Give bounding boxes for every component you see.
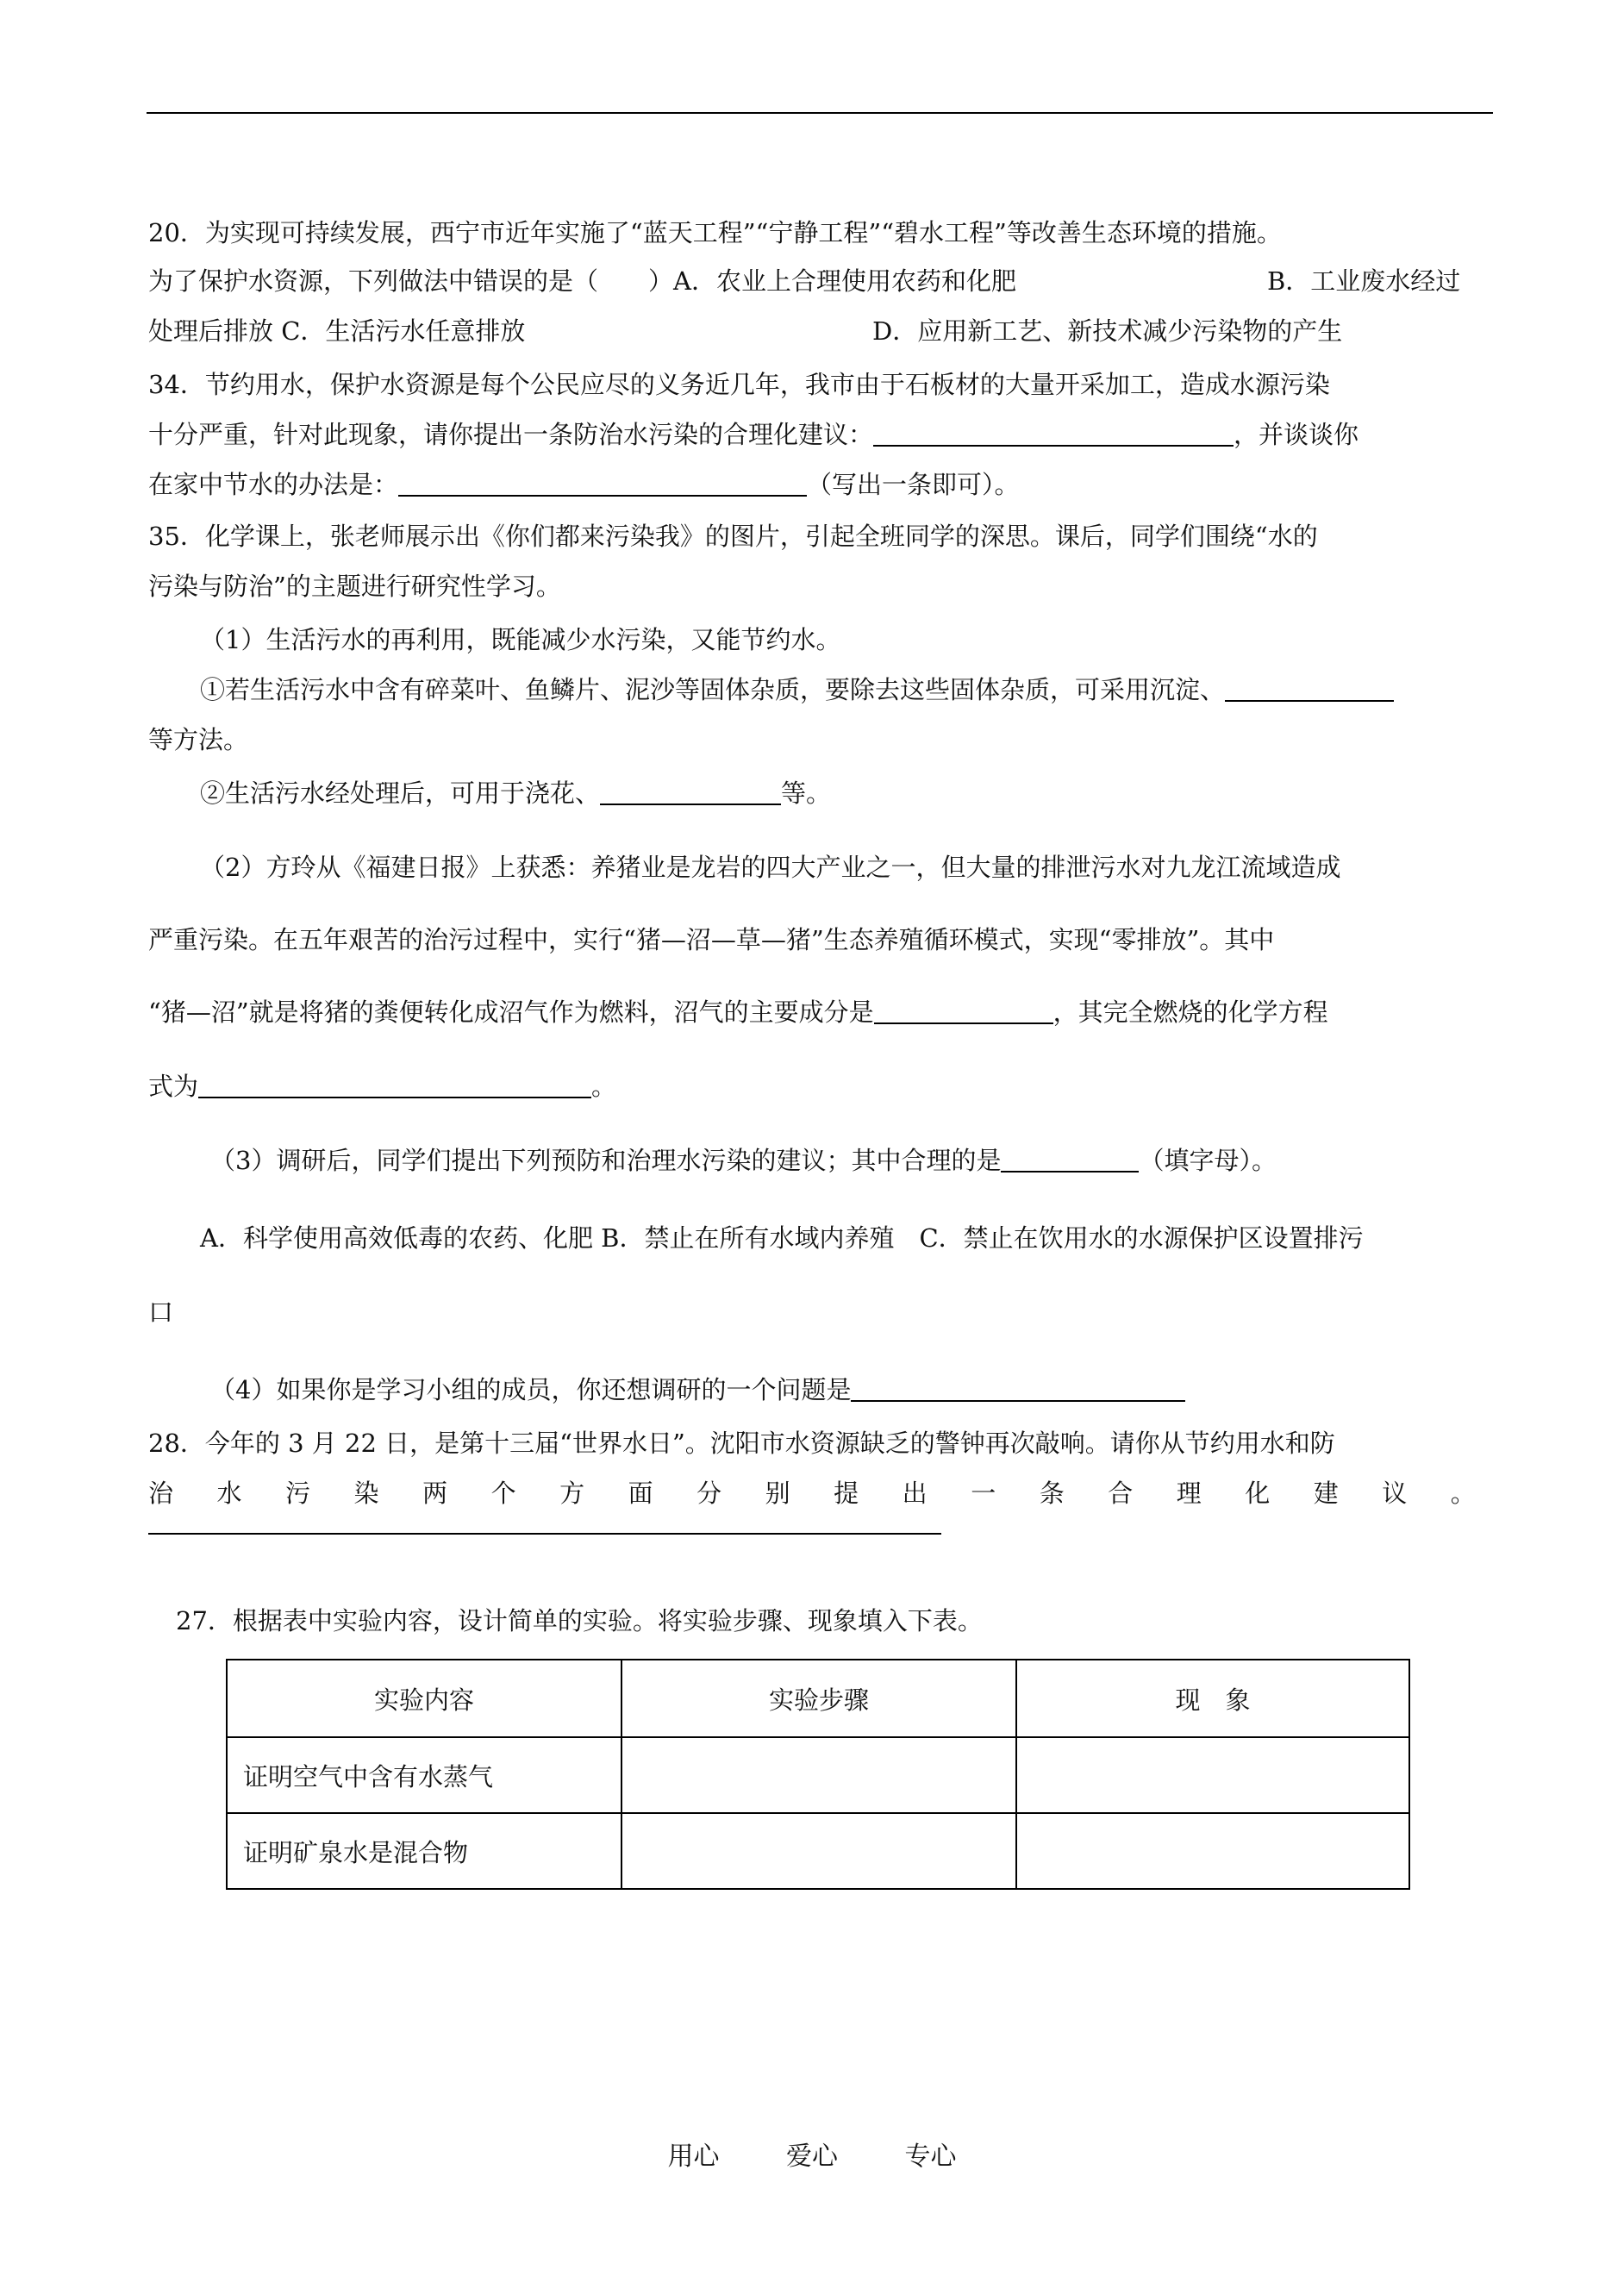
experiment-table — [226, 1659, 1410, 1890]
table-cell-content: 证明矿泉水是混合物 — [227, 1813, 621, 1889]
table-header-phenomenon: 现 象 — [1016, 1660, 1409, 1737]
page-footer — [0, 2135, 1624, 2173]
answer-blank[interactable] — [148, 1533, 941, 1535]
header-rule — [147, 112, 1493, 114]
answer-blank[interactable] — [873, 419, 1234, 447]
q35-part-1a-cont: 等方法。 — [148, 725, 249, 754]
table-row — [227, 1813, 1409, 1889]
q28-char: 。 — [1450, 1479, 1476, 1508]
q35-part-3-options-cont: 口 — [148, 1298, 174, 1327]
q34-line-2-text: 十分严重，针对此现象，请你提出一条防治水污染的合理化建议： — [148, 420, 874, 449]
table-row — [227, 1737, 1409, 1813]
q35-part-1b — [200, 776, 831, 810]
footer-text: 爱心 — [786, 2142, 838, 2172]
q28-char: 治 — [148, 1479, 174, 1508]
q28-char: 分 — [696, 1479, 722, 1508]
q35-line-2: 污染与防治”的主题进行研究性学习。 — [148, 572, 561, 601]
q34-line-2 — [148, 417, 1359, 452]
answer-blank[interactable] — [600, 778, 781, 805]
q35-part-1b-tail: 等。 — [781, 779, 832, 808]
q20-line-3: 处理后排放 C．生活污水任意排放 — [148, 316, 526, 346]
answer-blank[interactable] — [198, 1071, 591, 1098]
table-cell-phenomenon[interactable] — [1016, 1813, 1409, 1889]
q35-part-1b-text: ②生活污水经处理后，可用于浇花、 — [200, 779, 601, 808]
q35-part-2-line-3-tail: ，其完全燃烧的化学方程 — [1052, 997, 1328, 1027]
answer-blank[interactable] — [398, 469, 807, 497]
q28-char: 提 — [834, 1479, 859, 1508]
q28-char: 面 — [628, 1479, 653, 1508]
table-cell-content: 证明空气中含有水蒸气 — [227, 1737, 621, 1813]
q28-char: 染 — [353, 1479, 379, 1508]
q34-line-2-tail: ，并谈谈你 — [1234, 420, 1359, 449]
q34-line-3 — [148, 467, 1020, 502]
q27-intro: 27．根据表中实验内容，设计简单的实验。将实验步骤、现象填入下表。 — [176, 1606, 983, 1635]
q35-part-2-line-4-tail: 。 — [591, 1072, 617, 1101]
q20-line-2: 为了保护水资源，下列做法中错误的是（ ）A．农业上合理使用农药和化肥 — [148, 266, 1016, 296]
q28-line-1: 28．今年的 3 月 22 日，是第十三届“世界水日”。沈阳市水资源缺乏的警钟再次敲响。请你从节约用水和防 — [148, 1429, 1335, 1458]
q35-part-3-options: A．科学使用高效低毒的农药、化肥 B．禁止在所有水域内养殖 C．禁止在饮用水的水源保护区设置排污 — [200, 1223, 1364, 1253]
table-cell-phenomenon[interactable] — [1016, 1737, 1409, 1813]
q28-char: 别 — [765, 1479, 790, 1508]
q35-part-2-line-1: （2）方玲从《福建日报》上获悉：养猪业是龙岩的四大产业之一，但大量的排泄污水对九龙江流域造成 — [200, 853, 1341, 882]
q35-part-4 — [210, 1373, 1185, 1407]
q34-line-3-text: 在家中节水的办法是： — [148, 470, 399, 499]
q28-char: 水 — [216, 1479, 242, 1508]
q28-char: 理 — [1176, 1479, 1202, 1508]
q28-char: 个 — [490, 1479, 516, 1508]
q28-char: 议 — [1382, 1479, 1408, 1508]
answer-blank[interactable] — [874, 997, 1053, 1024]
q35-part-2-line-3 — [148, 995, 1328, 1029]
q28-char: 出 — [902, 1479, 928, 1508]
q34-line-1: 34．节约用水，保护水资源是每个公民应尽的义务近几年，我市由于石板材的大量开采加工，造成水源污染 — [148, 370, 1330, 399]
q35-part-4-text: （4）如果你是学习小组的成员，你还想调研的一个问题是 — [210, 1375, 852, 1404]
q35-part-2-line-3-text: “猪—沼”就是将猪的粪便转化成沼气作为燃料，沼气的主要成分是 — [148, 997, 874, 1027]
q28-char: 合 — [1108, 1479, 1134, 1508]
q20-line-2-option-b: B．工业废水经过 — [1267, 266, 1461, 296]
q34-line-3-tail: （写出一条即可）。 — [807, 470, 1020, 499]
q28-char: 条 — [1039, 1479, 1065, 1508]
table-header-row — [227, 1660, 1409, 1737]
answer-blank[interactable] — [851, 1374, 1185, 1402]
table-header-content: 实验内容 — [227, 1660, 621, 1737]
answer-blank[interactable] — [1001, 1145, 1139, 1173]
table-cell-steps[interactable] — [621, 1737, 1016, 1813]
q35-part-3-text: （3）调研后，同学们提出下列预防和治理水污染的建议；其中合理的是 — [210, 1146, 1002, 1175]
q28-char: 方 — [559, 1479, 585, 1508]
footer-text: 专心 — [904, 2142, 957, 2172]
answer-blank[interactable] — [1225, 674, 1394, 702]
q28-char: 污 — [285, 1479, 311, 1508]
q28-char: 一 — [971, 1479, 996, 1508]
q28-char: 建 — [1313, 1479, 1339, 1508]
q28-line-2 — [148, 1476, 1476, 1510]
q20-line-3-option-d: D．应用新工艺、新技术减少污染物的产生 — [872, 316, 1343, 346]
footer-text: 用心 — [667, 2142, 720, 2172]
q35-part-3 — [210, 1143, 1277, 1178]
q35-part-3-tail: （填字母）。 — [1139, 1146, 1277, 1175]
q28-char: 化 — [1245, 1479, 1271, 1508]
q28-char: 两 — [422, 1479, 448, 1508]
q35-part-2-line-4-text: 式为 — [148, 1072, 199, 1101]
q35-part-2-line-2: 严重污染。在五年艰苦的治污过程中，实行“猪—沼—草—猪”生态养殖循环模式，实现“零排放”。其中 — [148, 925, 1275, 954]
table-cell-steps[interactable] — [621, 1813, 1016, 1889]
q35-part-1: （1）生活污水的再利用，既能减少水污染，又能节约水。 — [200, 625, 841, 654]
q35-part-2-line-4 — [148, 1069, 616, 1104]
q35-part-1a — [200, 672, 1394, 707]
q20-line-1: 20．为实现可持续发展，西宁市近年实施了“蓝天工程”“宁静工程”“碧水工程”等改善生态环境的措施。 — [148, 218, 1282, 247]
q35-line-1: 35．化学课上，张老师展示出《你们都来污染我》的图片，引起全班同学的深思。课后，同学们围绕“水的 — [148, 522, 1318, 551]
q35-part-1a-text: ①若生活污水中含有碎菜叶、鱼鳞片、泥沙等固体杂质，要除去这些固体杂质，可采用沉淀、 — [200, 675, 1226, 704]
table-header-steps: 实验步骤 — [621, 1660, 1016, 1737]
